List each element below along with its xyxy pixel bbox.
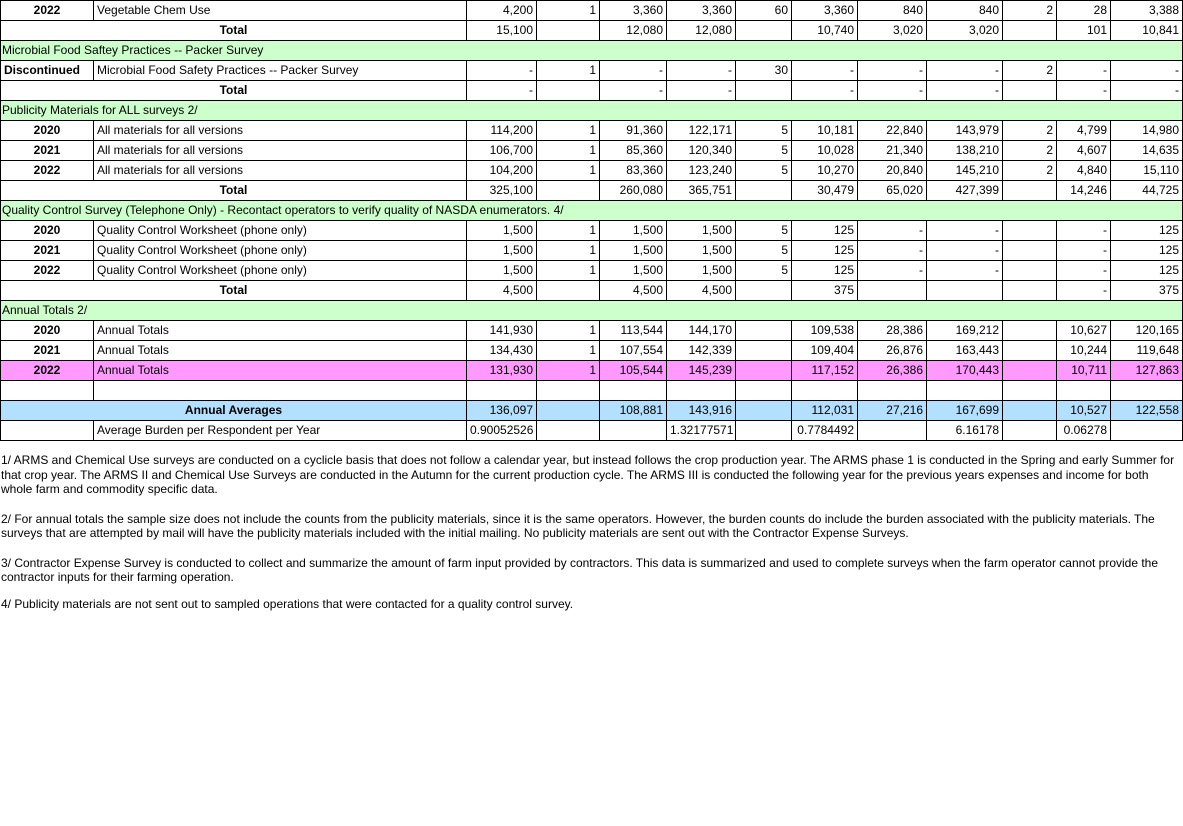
value-cell bbox=[600, 421, 667, 441]
value-cell bbox=[736, 21, 792, 41]
year-cell: Discontinued bbox=[1, 61, 94, 81]
table-row bbox=[1, 321, 1183, 341]
table-row bbox=[1, 221, 1183, 241]
value-cell: 375 bbox=[1111, 281, 1183, 301]
table-row bbox=[1, 21, 1183, 41]
value-cell: 5 bbox=[736, 121, 792, 141]
value-cell: - bbox=[927, 221, 1003, 241]
value-cell bbox=[858, 421, 927, 441]
value-cell: - bbox=[1057, 61, 1111, 81]
value-cell bbox=[1003, 261, 1057, 281]
value-cell: 20,840 bbox=[858, 161, 927, 181]
value-cell: 30,479 bbox=[792, 181, 858, 201]
value-cell: 14,980 bbox=[1111, 121, 1183, 141]
value-cell: 105,544 bbox=[600, 361, 667, 381]
value-cell bbox=[927, 381, 1003, 401]
value-cell: 117,152 bbox=[792, 361, 858, 381]
value-cell bbox=[1003, 361, 1057, 381]
year-cell: 2021 bbox=[1, 141, 94, 161]
value-cell: - bbox=[927, 261, 1003, 281]
value-cell: 1 bbox=[537, 161, 600, 181]
value-cell: 112,031 bbox=[792, 401, 858, 421]
value-cell: 101 bbox=[1057, 21, 1111, 41]
section-header-row bbox=[1, 101, 1183, 121]
value-cell: 3,020 bbox=[927, 21, 1003, 41]
value-cell: 5 bbox=[736, 241, 792, 261]
value-cell: 2 bbox=[1003, 121, 1057, 141]
value-cell: 12,080 bbox=[667, 21, 736, 41]
footnote-2: 2/ For annual totals the sample size does not include the counts from the publicity materials, since it is the same operators. However, the burden counts do include the burden associated with the publicity materials. The surveys that are attempted by mail will have the publicity materials included with the initial mailing. No publicity materials are sent out with the Contractor Expense Surveys. bbox=[1, 511, 1155, 540]
value-cell: 1 bbox=[537, 61, 600, 81]
value-cell bbox=[667, 381, 736, 401]
value-cell: - bbox=[1057, 281, 1111, 301]
value-cell bbox=[736, 321, 792, 341]
value-cell: 28,386 bbox=[858, 321, 927, 341]
value-cell: - bbox=[667, 81, 736, 101]
value-cell: 260,080 bbox=[600, 181, 667, 201]
value-cell bbox=[537, 21, 600, 41]
value-cell: 14,246 bbox=[1057, 181, 1111, 201]
value-cell: 106,700 bbox=[467, 141, 537, 161]
value-cell: 22,840 bbox=[858, 121, 927, 141]
item-label: Quality Control Worksheet (phone only) bbox=[94, 241, 467, 261]
value-cell: - bbox=[927, 61, 1003, 81]
section-header-row bbox=[1, 201, 1183, 221]
value-cell bbox=[1003, 321, 1057, 341]
table-row bbox=[1, 121, 1183, 141]
value-cell: - bbox=[1057, 81, 1111, 101]
value-cell: 91,360 bbox=[600, 121, 667, 141]
value-cell: 170,443 bbox=[927, 361, 1003, 381]
value-cell bbox=[537, 381, 600, 401]
value-cell: 1,500 bbox=[467, 241, 537, 261]
value-cell: 1 bbox=[537, 141, 600, 161]
year-cell: 2022 bbox=[1, 161, 94, 181]
table-row bbox=[1, 361, 1183, 381]
year-cell: 2020 bbox=[1, 221, 94, 241]
year-cell bbox=[1, 381, 94, 401]
value-cell: 122,558 bbox=[1111, 401, 1183, 421]
value-cell: 1 bbox=[537, 1, 600, 21]
value-cell: 1,500 bbox=[600, 261, 667, 281]
value-cell bbox=[736, 361, 792, 381]
item-label: Microbial Food Safety Practices -- Packer Survey bbox=[94, 61, 467, 81]
value-cell: - bbox=[667, 61, 736, 81]
value-cell bbox=[1003, 341, 1057, 361]
value-cell: 10,627 bbox=[1057, 321, 1111, 341]
value-cell: 0.90052526 bbox=[467, 421, 537, 441]
value-cell bbox=[792, 381, 858, 401]
value-cell: 125 bbox=[1111, 221, 1183, 241]
value-cell bbox=[858, 281, 927, 301]
value-cell: 3,388 bbox=[1111, 1, 1183, 21]
row-label: Total bbox=[1, 81, 467, 101]
item-label: All materials for all versions bbox=[94, 121, 467, 141]
section-title: Quality Control Survey (Telephone Only) - Recontact operators to verify quality of NASDA enumerators. 4/ bbox=[1, 201, 1183, 221]
value-cell: 1,500 bbox=[467, 221, 537, 241]
value-cell bbox=[1003, 381, 1057, 401]
value-cell: 5 bbox=[736, 161, 792, 181]
value-cell: 4,799 bbox=[1057, 121, 1111, 141]
value-cell: - bbox=[1057, 241, 1111, 261]
footnotes bbox=[1, 453, 1179, 626]
value-cell bbox=[736, 421, 792, 441]
value-cell: 1 bbox=[537, 221, 600, 241]
value-cell: 840 bbox=[858, 1, 927, 21]
year-cell bbox=[1, 421, 94, 441]
table-row bbox=[1, 1, 1183, 21]
value-cell: 1,500 bbox=[667, 261, 736, 281]
item-label: Vegetable Chem Use bbox=[94, 1, 467, 21]
value-cell: - bbox=[858, 61, 927, 81]
value-cell: 113,544 bbox=[600, 321, 667, 341]
value-cell: - bbox=[792, 81, 858, 101]
value-cell bbox=[537, 281, 600, 301]
row-label: Total bbox=[1, 281, 467, 301]
item-label: Quality Control Worksheet (phone only) bbox=[94, 221, 467, 241]
value-cell: 5 bbox=[736, 141, 792, 161]
value-cell: 26,876 bbox=[858, 341, 927, 361]
value-cell: 125 bbox=[1111, 261, 1183, 281]
value-cell: 123,240 bbox=[667, 161, 736, 181]
item-label: All materials for all versions bbox=[94, 161, 467, 181]
value-cell: 30 bbox=[736, 61, 792, 81]
footnote-4: 4/ Publicity materials are not sent out to sampled operations that were contacted for a quality control survey. bbox=[1, 596, 574, 611]
item-label bbox=[94, 381, 467, 401]
value-cell: 427,399 bbox=[927, 181, 1003, 201]
value-cell bbox=[736, 281, 792, 301]
table-row bbox=[1, 141, 1183, 161]
value-cell: 109,538 bbox=[792, 321, 858, 341]
section-header-row bbox=[1, 301, 1183, 321]
value-cell: - bbox=[858, 261, 927, 281]
value-cell: 375 bbox=[792, 281, 858, 301]
footnote-3: 3/ Contractor Expense Survey is conducted to collect and summarize the amount of farm input provided by contractors. This data is summarized and used to complete surveys when the farm operator cannot provide the contractor inputs for their farming operation. bbox=[1, 555, 1159, 584]
value-cell: 144,170 bbox=[667, 321, 736, 341]
value-cell: 4,500 bbox=[600, 281, 667, 301]
value-cell: 125 bbox=[792, 261, 858, 281]
value-cell: 1,500 bbox=[667, 221, 736, 241]
value-cell: 2 bbox=[1003, 61, 1057, 81]
value-cell: 142,339 bbox=[667, 341, 736, 361]
item-label: Average Burden per Respondent per Year bbox=[94, 421, 467, 441]
value-cell bbox=[537, 181, 600, 201]
value-cell: 1,500 bbox=[667, 241, 736, 261]
value-cell: 5 bbox=[736, 221, 792, 241]
value-cell: 125 bbox=[792, 221, 858, 241]
year-cell: 2021 bbox=[1, 341, 94, 361]
value-cell: 1,500 bbox=[600, 241, 667, 261]
value-cell bbox=[467, 381, 537, 401]
table-row bbox=[1, 81, 1183, 101]
value-cell bbox=[1003, 241, 1057, 261]
value-cell: 107,554 bbox=[600, 341, 667, 361]
value-cell: 44,725 bbox=[1111, 181, 1183, 201]
value-cell: 10,527 bbox=[1057, 401, 1111, 421]
item-label: Annual Totals bbox=[94, 321, 467, 341]
value-cell: - bbox=[858, 81, 927, 101]
value-cell: 10,841 bbox=[1111, 21, 1183, 41]
value-cell bbox=[1003, 181, 1057, 201]
value-cell: 3,020 bbox=[858, 21, 927, 41]
value-cell: 145,239 bbox=[667, 361, 736, 381]
value-cell: 104,200 bbox=[467, 161, 537, 181]
table-row bbox=[1, 241, 1183, 261]
value-cell: 12,080 bbox=[600, 21, 667, 41]
value-cell: 145,210 bbox=[927, 161, 1003, 181]
value-cell: 14,635 bbox=[1111, 141, 1183, 161]
value-cell: 169,212 bbox=[927, 321, 1003, 341]
value-cell: 2 bbox=[1003, 1, 1057, 21]
value-cell: 125 bbox=[1111, 241, 1183, 261]
item-label: Quality Control Worksheet (phone only) bbox=[94, 261, 467, 281]
value-cell bbox=[1003, 281, 1057, 301]
table-row bbox=[1, 401, 1183, 421]
value-cell bbox=[736, 181, 792, 201]
value-cell bbox=[1003, 221, 1057, 241]
table-row bbox=[1, 61, 1183, 81]
value-cell: 0.7784492 bbox=[792, 421, 858, 441]
value-cell: - bbox=[927, 81, 1003, 101]
item-label: Annual Totals bbox=[94, 341, 467, 361]
value-cell: 1 bbox=[537, 361, 600, 381]
value-cell: 4,607 bbox=[1057, 141, 1111, 161]
value-cell: 0.06278 bbox=[1057, 421, 1111, 441]
value-cell: 10,270 bbox=[792, 161, 858, 181]
value-cell: 26,386 bbox=[858, 361, 927, 381]
value-cell: - bbox=[1111, 61, 1183, 81]
value-cell: 120,165 bbox=[1111, 321, 1183, 341]
value-cell bbox=[537, 421, 600, 441]
value-cell: 114,200 bbox=[467, 121, 537, 141]
value-cell: 6.16178 bbox=[927, 421, 1003, 441]
value-cell: 27,216 bbox=[858, 401, 927, 421]
value-cell bbox=[1003, 401, 1057, 421]
value-cell bbox=[1111, 381, 1183, 401]
value-cell: 10,244 bbox=[1057, 341, 1111, 361]
value-cell: 119,648 bbox=[1111, 341, 1183, 361]
value-cell: - bbox=[600, 61, 667, 81]
value-cell: 127,863 bbox=[1111, 361, 1183, 381]
value-cell bbox=[1057, 381, 1111, 401]
value-cell: 10,711 bbox=[1057, 361, 1111, 381]
value-cell: - bbox=[1057, 261, 1111, 281]
value-cell: - bbox=[467, 61, 537, 81]
value-cell: 131,930 bbox=[467, 361, 537, 381]
value-cell: 1 bbox=[537, 241, 600, 261]
table-row bbox=[1, 181, 1183, 201]
value-cell bbox=[1003, 21, 1057, 41]
value-cell: 125 bbox=[792, 241, 858, 261]
value-cell: 3,360 bbox=[667, 1, 736, 21]
value-cell: - bbox=[792, 61, 858, 81]
value-cell bbox=[927, 281, 1003, 301]
value-cell: 325,100 bbox=[467, 181, 537, 201]
section-title: Annual Totals 2/ bbox=[1, 301, 1183, 321]
table-row bbox=[1, 381, 1183, 401]
value-cell: 143,979 bbox=[927, 121, 1003, 141]
year-cell: 2022 bbox=[1, 361, 94, 381]
table-body bbox=[1, 1, 1183, 441]
value-cell: 4,500 bbox=[467, 281, 537, 301]
value-cell: 365,751 bbox=[667, 181, 736, 201]
value-cell: 141,930 bbox=[467, 321, 537, 341]
value-cell: 1 bbox=[537, 341, 600, 361]
value-cell bbox=[736, 341, 792, 361]
section-title: Microbial Food Saftey Practices -- Packer Survey bbox=[1, 41, 1183, 61]
value-cell: 85,360 bbox=[600, 141, 667, 161]
value-cell: 15,110 bbox=[1111, 161, 1183, 181]
value-cell: 83,360 bbox=[600, 161, 667, 181]
table-row bbox=[1, 261, 1183, 281]
value-cell: 60 bbox=[736, 1, 792, 21]
value-cell: 10,740 bbox=[792, 21, 858, 41]
value-cell bbox=[858, 381, 927, 401]
value-cell: - bbox=[927, 241, 1003, 261]
value-cell: 1,500 bbox=[600, 221, 667, 241]
value-cell: 10,181 bbox=[792, 121, 858, 141]
value-cell: 136,097 bbox=[467, 401, 537, 421]
value-cell bbox=[1003, 81, 1057, 101]
value-cell: 1,500 bbox=[467, 261, 537, 281]
value-cell: - bbox=[858, 221, 927, 241]
value-cell bbox=[736, 381, 792, 401]
value-cell: 138,210 bbox=[927, 141, 1003, 161]
value-cell: 4,840 bbox=[1057, 161, 1111, 181]
value-cell: 840 bbox=[927, 1, 1003, 21]
section-title: Publicity Materials for ALL surveys 2/ bbox=[1, 101, 1183, 121]
table-row bbox=[1, 161, 1183, 181]
year-cell: 2020 bbox=[1, 321, 94, 341]
value-cell: 167,699 bbox=[927, 401, 1003, 421]
value-cell: 120,340 bbox=[667, 141, 736, 161]
value-cell bbox=[537, 401, 600, 421]
row-label: Annual Averages bbox=[1, 401, 467, 421]
value-cell: 108,881 bbox=[600, 401, 667, 421]
year-cell: 2022 bbox=[1, 261, 94, 281]
table-row bbox=[1, 341, 1183, 361]
value-cell: 10,028 bbox=[792, 141, 858, 161]
value-cell: - bbox=[467, 81, 537, 101]
value-cell: 3,360 bbox=[792, 1, 858, 21]
value-cell: 143,916 bbox=[667, 401, 736, 421]
value-cell: 134,430 bbox=[467, 341, 537, 361]
value-cell: 4,500 bbox=[667, 281, 736, 301]
value-cell: 15,100 bbox=[467, 21, 537, 41]
year-cell: 2021 bbox=[1, 241, 94, 261]
value-cell: - bbox=[1057, 221, 1111, 241]
footnote-1: 1/ ARMS and Chemical Use surveys are conducted on a cyclicle basis that does not follow a calendar year, but instead follows the crop production year. The ARMS phase 1 is conducted in the Spring and early Summer for that crop year. The ARMS II and Chemical Use Surveys are conducted in the Autumn for the current production cycle. The ARMS III is conducted the following year for the previous years expenses and income for both whole farm and commodity specific data. bbox=[1, 453, 1175, 496]
value-cell: 122,171 bbox=[667, 121, 736, 141]
value-cell: 5 bbox=[736, 261, 792, 281]
table-row bbox=[1, 421, 1183, 441]
row-label: Total bbox=[1, 21, 467, 41]
value-cell: 3,360 bbox=[600, 1, 667, 21]
value-cell: 1 bbox=[537, 321, 600, 341]
value-cell: 4,200 bbox=[467, 1, 537, 21]
value-cell: - bbox=[600, 81, 667, 101]
value-cell: 163,443 bbox=[927, 341, 1003, 361]
section-header-row bbox=[1, 41, 1183, 61]
value-cell bbox=[600, 381, 667, 401]
value-cell bbox=[736, 81, 792, 101]
value-cell: 21,340 bbox=[858, 141, 927, 161]
value-cell: 1.32177571 bbox=[667, 421, 736, 441]
value-cell: - bbox=[1111, 81, 1183, 101]
year-cell: 2022 bbox=[1, 1, 94, 21]
value-cell: - bbox=[858, 241, 927, 261]
value-cell: 28 bbox=[1057, 1, 1111, 21]
value-cell: 65,020 bbox=[858, 181, 927, 201]
value-cell: 2 bbox=[1003, 141, 1057, 161]
value-cell bbox=[537, 81, 600, 101]
row-label: Total bbox=[1, 181, 467, 201]
table-row bbox=[1, 281, 1183, 301]
item-label: All materials for all versions bbox=[94, 141, 467, 161]
value-cell bbox=[1003, 421, 1057, 441]
value-cell: 2 bbox=[1003, 161, 1057, 181]
item-label: Annual Totals bbox=[94, 361, 467, 381]
value-cell bbox=[1111, 421, 1183, 441]
value-cell: 1 bbox=[537, 261, 600, 281]
value-cell: 1 bbox=[537, 121, 600, 141]
value-cell bbox=[736, 401, 792, 421]
value-cell: 109,404 bbox=[792, 341, 858, 361]
year-cell: 2020 bbox=[1, 121, 94, 141]
